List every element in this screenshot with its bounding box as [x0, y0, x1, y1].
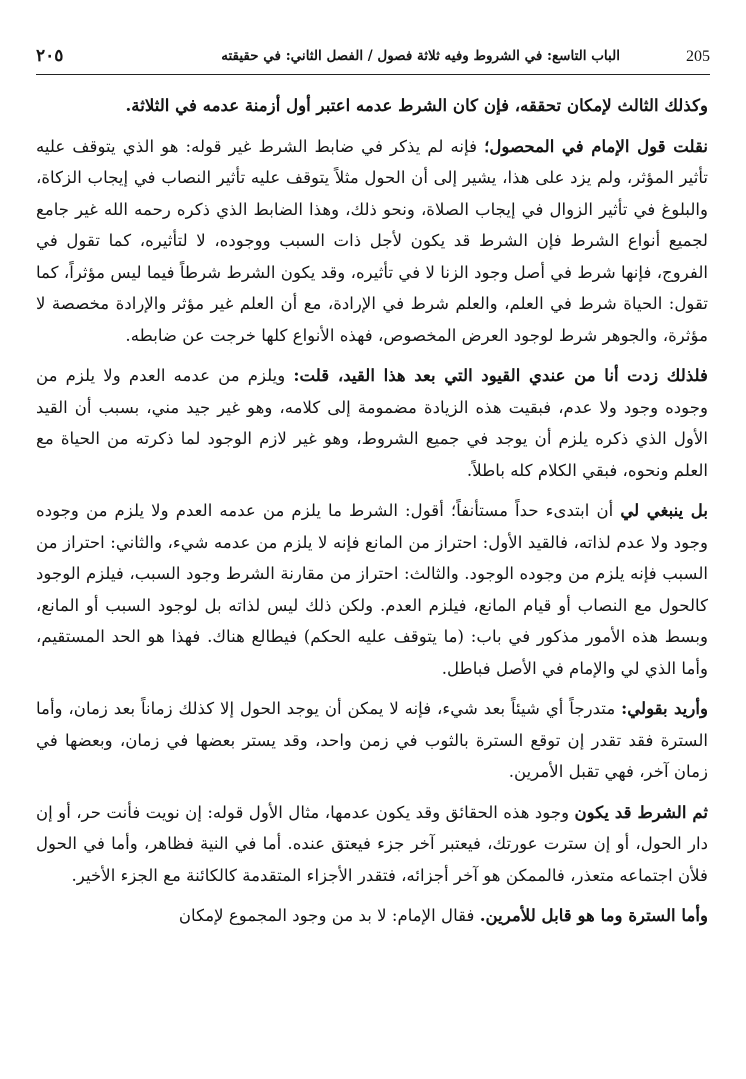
paragraph-lead: نقلت قول الإمام في المحصول؛ [484, 135, 708, 156]
paragraph [36, 90, 708, 122]
paragraph-text: وكذلك الثالث لإمكان تحققه، فإن كان الشرط عدمه اعتبر أول أزمنة عدمه في الثلاثة. [125, 95, 708, 115]
paragraph-text: أن ابتدىء حداً مستأنفاً؛ أقول: الشرط ما يلزم من عدمه العدم ولا يلزم من وجوده وجود ولا عدم لذاته، فالقيد الأول: احتراز من المانع فإنه لا يلزم من عدمه شيء، والثاني: احتراز من السبب فإنه يلزم من وجوده الوجود. والثالث: احتراز من مقارنة الشرط وجود السبب، فيلزم الوجود كالحول مع النصاب أو قيام المانع، فيلزم العدم. ولكن ذلك ليس لذاته بل لوجود السبب أو المانع، وبسط هذه الأمور مذكور في باب: (ما يتوقف عليه الحكم) فيطالع هناك. فهذا هو الحد المستقيم، وأما الذي لي والإمام في الأصل فباطل. [36, 501, 708, 678]
paragraph-lead: ثم الشرط قد يكون [574, 801, 708, 822]
paragraph [36, 900, 708, 932]
paragraph [36, 495, 708, 684]
paragraph [36, 693, 708, 788]
paragraph-lead: وأريد بقولي: [621, 698, 708, 718]
paragraph-lead: فلذلك زدت أنا من عندي القيود التي بعد هذا القيد، قلت: [293, 365, 708, 385]
paragraph-text: متدرجاً أي شيئاً بعد شيء، فإنه لا يمكن أن يوجد الحول إلا كذلك زماناً بعد زمان، وأما السترة فقد تقدر إن توقع السترة بالثوب في زمن واحد، وقد يستر بعضها في زمان، وبعضها في زمان آخر، فهي تقبل الأمرين. [36, 699, 708, 781]
paragraph-text: فقال الإمام: لا بد من وجود المجموع لإمكان [178, 906, 480, 925]
paragraph-lead: بل ينبغي لي [620, 500, 708, 520]
page-body [36, 90, 708, 1065]
paragraph [36, 131, 708, 352]
running-title: الباب التاسع: في الشروط وفيه ثلاثة فصول / الفصل الثاني: في حقيقته [221, 48, 620, 64]
page-number-latin: 205 [686, 48, 710, 65]
page-header [36, 46, 710, 75]
paragraph-lead: وأما السترة وما هو قابل للأمرين. [479, 905, 708, 925]
paragraph-text: ويلزم من عدمه العدم ولا يلزم من وجوده وجود ولا عدم، فبقيت هذه الزيادة مضمومة إلى كلامه، وهو غير جيد مني، بسبب أن القيد الأول الذي ذكره يلزم أن يوجد في جميع الشروط، وهو غير لازم الوجود لما ذكرته من الحياة مع العلم ونحوه، فبقي الكلام كله باطلاً. [36, 366, 708, 480]
paragraph-text: فإنه لم يذكر في ضابط الشرط غير قوله: هو الذي يتوقف عليه تأثير المؤثر، ولم يزد على هذا، يشير إلى أن الحول مثلاً يتوقف عليه تأثير النصاب في إيجاب الزكاة، والبلوغ في تأثير الزوال في إيجاب الصلاة، ونحو ذلك، وهذا الضابط الذي ذكره رحمه الله غير جامع لجميع أنواع الشرط فإن الشرط قد يكون لأجل ذات السبب ووجوده، لا لتأثيره، كما تقول في الفروج، فإنها شرط في أصل وجود الزنا لا في تأثيره، وقد يكون الشرط شرطاً فيما ليس مؤثراً، كما تقول: الحياة شرط في العلم، والعلم شرط في الإرادة، مع أن العلم غير مؤثر والإرادة مخصصة لا مؤثرة، والجوهر شرط لوجود العرض المخصوص، فهذه الأنواع كلها خرجت عن ضابطه. [36, 136, 708, 345]
paragraph-text: وجود هذه الحقائق وقد يكون عدمها، مثال الأول قوله: إن نويت فأنت حر، أو إن دار الحول، أو إن سترت عورتك، فيعتبر آخر جزء فيعتق عنده. أما في النية فظاهر، وأما في الحول فلأن اجتماعه متعذر، فالممكن هو آخر أجزائه، فتقدر الأجزاء المتقدمة كالكائنة مع الجزء الأخير. [36, 802, 708, 885]
paragraph [36, 360, 708, 486]
page-number-arabic: ٢٠٥ [36, 46, 64, 66]
paragraph [36, 797, 708, 892]
